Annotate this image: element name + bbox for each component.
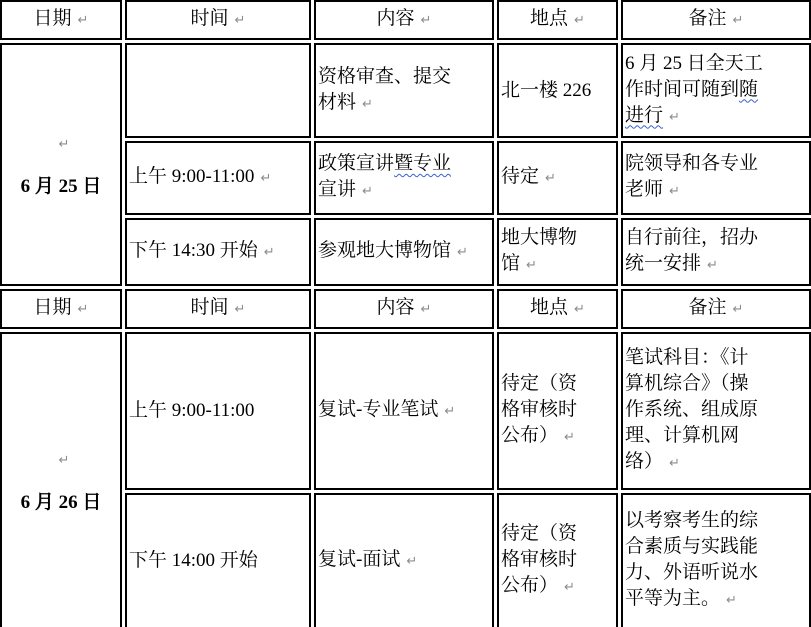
text-line xyxy=(4,174,118,200)
cell-text: 合素质与实践能 xyxy=(625,536,759,557)
cell-text: 作系统、组成原 xyxy=(625,399,759,420)
location-cell xyxy=(497,493,618,627)
pilcrow-mark: ↵ xyxy=(457,245,468,260)
text-line xyxy=(501,397,614,423)
cell-text: 下午 14:30 开始 xyxy=(129,240,258,261)
text-line xyxy=(318,177,490,205)
table-row xyxy=(0,332,811,490)
header-label-date: 日期 xyxy=(33,297,72,318)
text-line xyxy=(625,77,807,103)
header-cell-content xyxy=(314,289,494,329)
header-cell-location xyxy=(497,0,618,40)
header-cell-time xyxy=(125,289,311,329)
pilcrow-mark: ↵ xyxy=(77,302,89,317)
text-line xyxy=(625,51,807,77)
cell-text: 平等为主。 xyxy=(625,588,721,609)
pilcrow-mark: ↵ xyxy=(406,554,418,569)
pilcrow-mark: ↵ xyxy=(420,13,432,28)
cell-text: 院领导和各专业 xyxy=(625,153,759,174)
pilcrow-mark: ↵ xyxy=(545,171,556,186)
header-label-location: 地点 xyxy=(530,297,569,318)
pilcrow-mark: ↵ xyxy=(669,109,680,125)
table-header-row xyxy=(0,289,811,329)
header-cell-date xyxy=(0,0,122,40)
cell-text: 地大博物 xyxy=(501,227,578,248)
cell-text: 以考察考生的综 xyxy=(625,510,759,531)
date-cell xyxy=(0,43,122,286)
location-cell xyxy=(497,141,618,215)
time-cell xyxy=(125,218,311,286)
header-cell-content xyxy=(314,0,494,40)
text-line xyxy=(129,238,307,266)
text-line xyxy=(318,397,490,425)
text-line xyxy=(4,130,118,158)
text-line xyxy=(318,547,490,575)
cell-text: 上午 9:00-11:00 xyxy=(129,166,255,187)
text-line xyxy=(4,446,118,474)
time-cell xyxy=(125,493,311,627)
pilcrow-mark: ↵ xyxy=(726,593,737,608)
content-cell xyxy=(314,218,494,286)
pilcrow-mark: ↵ xyxy=(707,258,718,273)
text-line xyxy=(318,64,490,90)
text-line xyxy=(625,508,807,534)
location-cell xyxy=(497,332,618,490)
content-cell xyxy=(314,43,494,138)
cell-text: 北一楼 226 xyxy=(501,79,592,101)
header-label-time: 时间 xyxy=(190,297,229,318)
text-line xyxy=(625,225,807,251)
pilcrow-mark: ↵ xyxy=(58,136,70,152)
pilcrow-mark: ↵ xyxy=(58,452,70,468)
pilcrow-mark: ↵ xyxy=(564,430,575,445)
text-line xyxy=(501,164,614,192)
pilcrow-mark: ↵ xyxy=(669,456,680,471)
cell-text: 政策宣讲 xyxy=(318,153,395,174)
text-line xyxy=(501,573,614,601)
table-header-row xyxy=(0,0,811,40)
text-line xyxy=(625,177,807,205)
content-cell xyxy=(314,141,494,215)
text-line xyxy=(625,449,807,477)
table-row xyxy=(0,43,811,138)
pilcrow-mark: ↵ xyxy=(669,184,680,199)
schedule-section-june-25 xyxy=(0,0,811,286)
cell-text: 资格审查、提交 xyxy=(318,65,452,87)
date-label: 6 月 25 日 xyxy=(20,175,102,197)
pilcrow-mark: ↵ xyxy=(362,96,373,112)
notes-cell xyxy=(621,332,811,490)
header-label-content: 内容 xyxy=(376,297,415,318)
cell-text: 下午 14:00 开始 xyxy=(129,550,258,571)
cell-text: 复试-专业笔试 xyxy=(318,399,439,420)
cell-text: 待定（资 xyxy=(501,373,578,394)
notes-cell xyxy=(621,43,811,138)
cell-text: 算机综合》（操 xyxy=(625,373,749,394)
text-line xyxy=(129,548,307,574)
text-line xyxy=(4,490,118,516)
cell-text: 宣讲 xyxy=(318,179,357,200)
cell-text: 笔试科目：《计 xyxy=(625,347,749,368)
text-line xyxy=(501,225,614,251)
cell-text: 格审核时 xyxy=(501,399,578,420)
text-line xyxy=(501,423,614,451)
text-line xyxy=(129,164,307,192)
pilcrow-mark: ↵ xyxy=(526,258,537,273)
cell-text: 材料 xyxy=(318,91,357,113)
time-cell xyxy=(125,141,311,215)
text-line xyxy=(501,521,614,547)
cell-text: 馆 xyxy=(501,253,521,274)
header-label-content: 内容 xyxy=(376,8,415,29)
date-label: 6 月 26 日 xyxy=(20,491,102,513)
cell-text: 参观地大博物馆 xyxy=(318,240,452,261)
cell-text: 复试-面试 xyxy=(318,549,401,570)
text-line xyxy=(501,547,614,573)
notes-cell xyxy=(621,493,811,627)
cell-text: 老师 xyxy=(625,179,664,200)
pilcrow-mark: ↵ xyxy=(574,302,585,317)
header-cell-notes xyxy=(621,289,811,329)
pilcrow-mark: ↵ xyxy=(732,302,744,317)
misspelled-text: 暨专业 xyxy=(394,153,452,174)
cell-text: 待定（资 xyxy=(501,523,578,544)
text-line xyxy=(501,251,614,279)
date-cell xyxy=(0,332,122,627)
text-line xyxy=(625,371,807,397)
cell-text: 理、计算机网 xyxy=(625,425,740,446)
location-cell xyxy=(497,218,618,286)
pilcrow-mark: ↵ xyxy=(574,13,585,28)
header-label-time: 时间 xyxy=(190,8,229,29)
content-cell xyxy=(314,493,494,627)
cell-text: 公布） xyxy=(501,425,559,446)
schedule-section-june-26 xyxy=(0,289,811,627)
misspelled-text: 随 xyxy=(739,78,759,100)
pilcrow-mark: ↵ xyxy=(234,302,246,317)
header-cell-notes xyxy=(621,0,811,40)
cell-text: 络） xyxy=(625,451,664,472)
pilcrow-mark: ↵ xyxy=(77,13,89,28)
pilcrow-mark: ↵ xyxy=(362,184,373,199)
text-line xyxy=(318,151,490,177)
time-cell xyxy=(125,332,311,490)
text-line xyxy=(625,560,807,586)
header-label-notes: 备注 xyxy=(688,297,727,318)
cell-text: 作时间可随到 xyxy=(625,78,740,100)
header-cell-date xyxy=(0,289,122,329)
content-cell xyxy=(314,332,494,490)
pilcrow-mark: ↵ xyxy=(263,245,275,260)
text-line xyxy=(625,251,807,279)
cell-text: 上午 9:00-11:00 xyxy=(129,400,255,421)
cell-text: 力、外语听说水 xyxy=(625,562,759,583)
pilcrow-mark: ↵ xyxy=(260,171,272,186)
text-line xyxy=(318,238,490,266)
cell-text: 待定 xyxy=(501,166,540,187)
text-line xyxy=(625,534,807,560)
header-label-notes: 备注 xyxy=(688,8,727,29)
header-cell-location xyxy=(497,289,618,329)
header-label-date: 日期 xyxy=(33,8,72,29)
text-line xyxy=(501,371,614,397)
location-cell xyxy=(497,43,618,138)
text-line xyxy=(129,398,307,424)
pilcrow-mark: ↵ xyxy=(420,302,432,317)
cell-text: 公布） xyxy=(501,575,559,596)
cell-text: 统一安排 xyxy=(625,253,702,274)
notes-cell xyxy=(621,141,811,215)
text-line xyxy=(625,423,807,449)
pilcrow-mark: ↵ xyxy=(444,404,456,419)
cell-text: 自行前往，招办 xyxy=(625,227,759,248)
text-line xyxy=(625,397,807,423)
pilcrow-mark: ↵ xyxy=(564,580,575,595)
text-line xyxy=(625,586,807,614)
cell-text: 6 月 25 日全天工 xyxy=(625,52,763,74)
cell-text: 格审核时 xyxy=(501,549,578,570)
time-cell xyxy=(125,43,311,138)
pilcrow-mark: ↵ xyxy=(234,13,246,28)
text-line xyxy=(318,90,490,118)
text-line xyxy=(501,78,614,104)
notes-cell xyxy=(621,218,811,286)
text-line xyxy=(625,103,807,131)
header-cell-time xyxy=(125,0,311,40)
misspelled-text: 进行 xyxy=(625,104,664,126)
text-line xyxy=(625,345,807,371)
text-line xyxy=(625,151,807,177)
pilcrow-mark: ↵ xyxy=(732,13,744,28)
header-label-location: 地点 xyxy=(530,8,569,29)
